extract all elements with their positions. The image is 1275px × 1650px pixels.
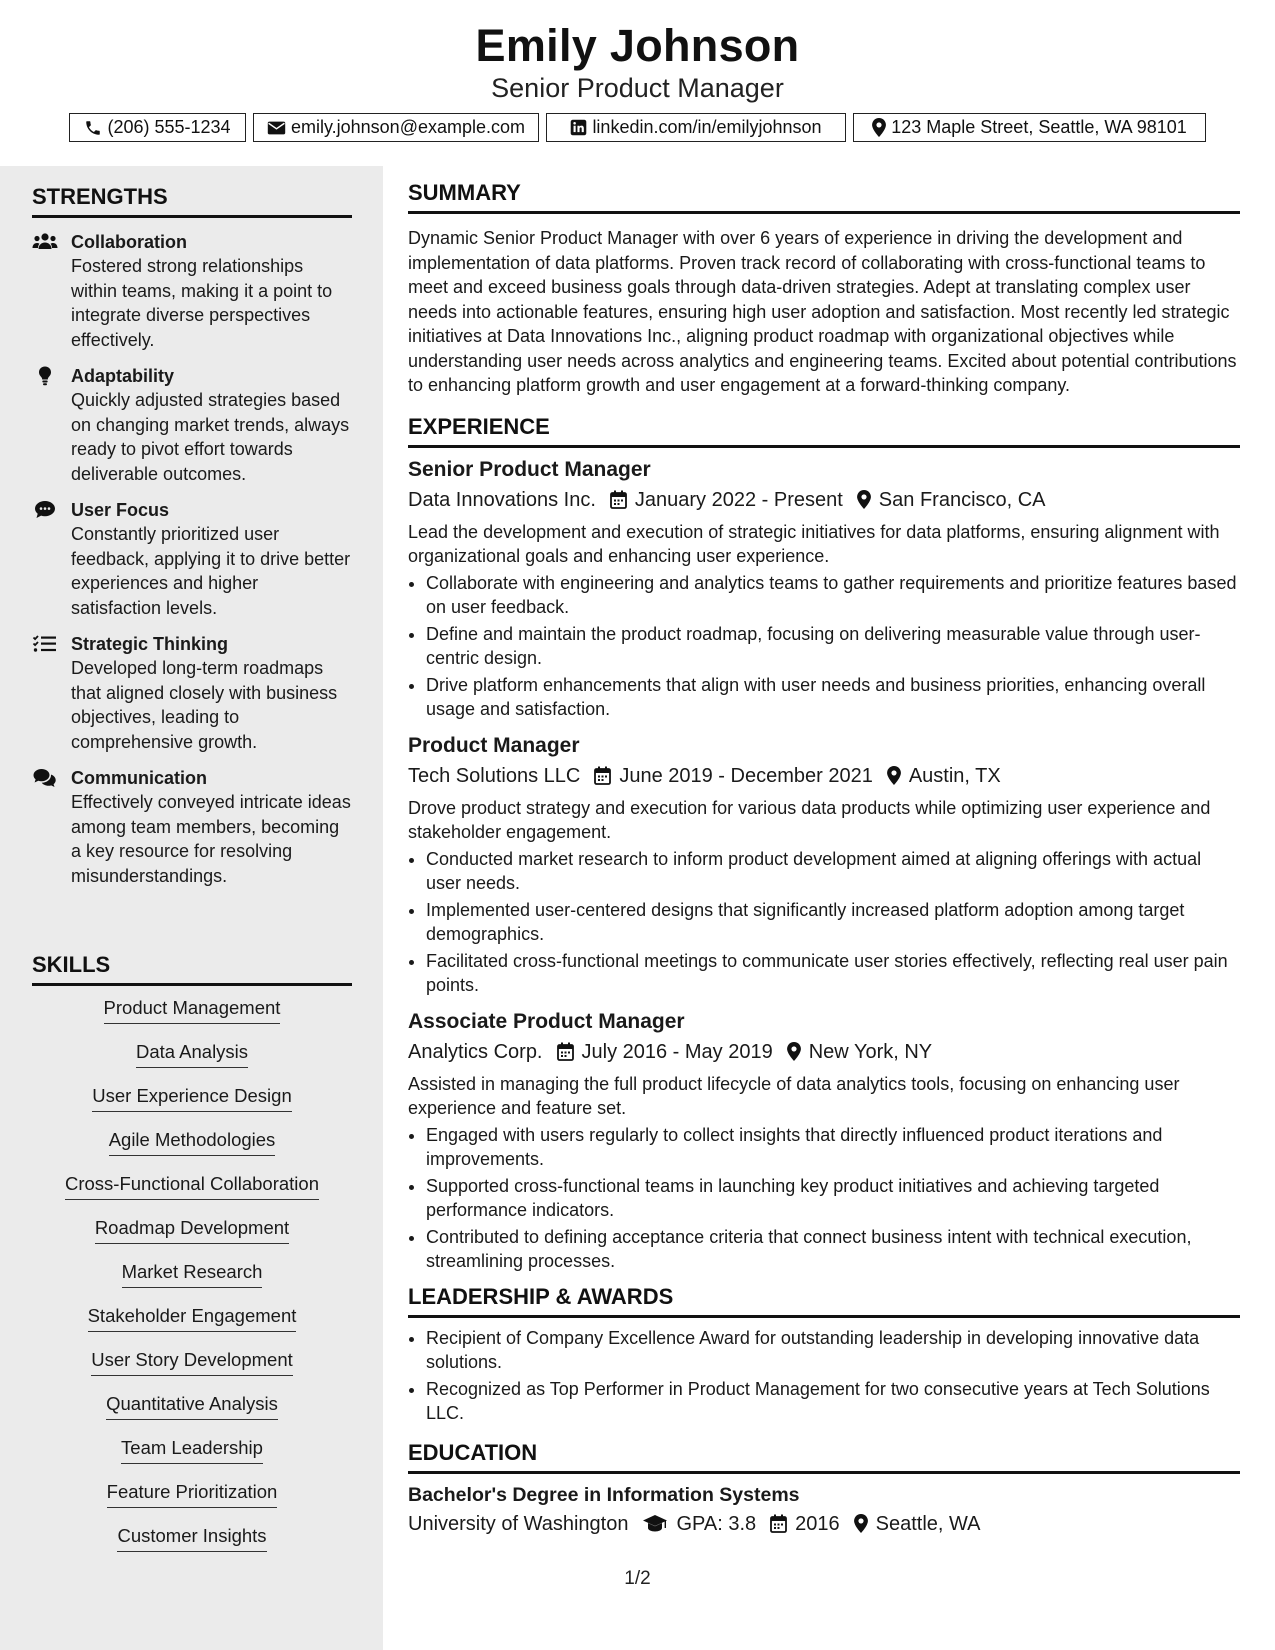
strengths-section [32,184,352,888]
map-pin-icon [854,1514,868,1533]
job-location: San Francisco, CA [878,488,1046,511]
strength-item [32,766,352,888]
job-bullets [408,847,1240,998]
strength-item [32,230,352,352]
list-item: • Recognized as Top Performer in Product Management for two consecutive years at Tech Solutions LLC. [426,1377,1240,1426]
list-item: • Implemented user-centered designs that significantly increased platform adoption among target demographics. [426,898,1240,947]
calendar-icon [557,1042,574,1061]
skill-item: Product Management [104,996,281,1024]
job-company: Tech Solutions LLC [408,764,581,787]
strength-item [32,498,352,620]
job-entry [408,732,1240,998]
strength-desc: Fostered strong relationships within teams, making it a point to integrate diverse perspectives effectively. [71,256,333,350]
contact-phone[interactable] [69,113,246,142]
strengths-heading: STRENGTHS [32,184,352,218]
strength-title: Strategic Thinking [71,634,229,654]
strength-title: Communication [71,768,208,788]
list-item: • Engaged with users regularly to collect insights that directly influenced product iterations and improvements. [426,1123,1240,1172]
job-meta [408,486,1240,514]
contact-linkedin-text: linkedin.com/in/emilyjohnson [592,117,822,137]
list-item: • Collaborate with engineering and analytics teams to gather requirements and prioritize features based on user feedback. [426,571,1240,620]
map-pin-icon [787,1042,801,1061]
list-check-icon [32,634,58,654]
strength-title: Adaptability [71,366,175,386]
job-location: Austin, TX [908,764,1001,787]
strength-desc: Effectively conveyed intricate ideas among team members, becoming a key resource for resolving misunderstandings. [71,792,351,886]
job-company: Analytics Corp. [408,1040,543,1063]
leadership-section [408,1284,1240,1426]
list-item: • Conducted market research to inform product development aimed at aligning offerings with actual user needs. [426,847,1240,896]
job-dates: January 2022 - Present [634,488,843,511]
strength-desc: Quickly adjusted strategies based on changing market trends, always ready to pivot effort towards deliverable outcomes. [71,390,350,484]
list-item: • Contributed to defining acceptance criteria that connect business intent with technical execution, streamlining processes. [426,1225,1240,1274]
linkedin-icon [570,119,587,136]
candidate-name: Emily Johnson [475,20,800,71]
strength-item [32,632,352,754]
skill-item: Cross-Functional Collaboration [65,1172,319,1200]
job-description: Drove product strategy and execution for various data products while optimizing user experience and stakeholder engagement. [408,797,1211,842]
sidebar [0,166,383,1650]
leadership-heading: LEADERSHIP & AWARDS [408,1284,1240,1318]
skills-section [32,952,352,1568]
skills-list [32,996,352,1568]
job-meta [408,1038,1240,1066]
list-item: • Supported cross-functional teams in launching key product initiatives and achieving targeted performance indicators. [426,1174,1240,1223]
skill-item: Agile Methodologies [109,1128,276,1156]
envelope-icon [267,120,286,136]
map-pin-icon [887,766,901,785]
calendar-icon [610,490,627,509]
phone-icon [84,119,102,137]
list-item: • Drive platform enhancements that align with user needs and business priorities, enhancing overall usage and satisfaction. [426,673,1240,722]
candidate-title: Senior Product Manager [491,73,784,103]
list-item: • Facilitated cross-functional meetings to communicate user stories effectively, reflecting real user pain points. [426,949,1240,998]
job-bullets [408,571,1240,722]
summary-section [408,180,1240,398]
job-description: Lead the development and execution of strategic initiatives for data platforms, ensuring alignment with organizational goals and enhancing user experience. [408,521,1220,566]
strength-title: User Focus [71,500,170,520]
job-company: Data Innovations Inc. [408,488,596,511]
summary-heading: SUMMARY [408,180,1240,214]
job-entry [408,456,1240,722]
contact-address-text: 123 Maple Street, Seattle, WA 98101 [891,117,1187,137]
education-meta [408,1510,1240,1538]
users-icon [32,232,58,252]
contact-bar [0,113,1275,142]
contact-address [853,113,1206,142]
education-gpa: GPA: 3.8 [676,1512,757,1535]
contact-email-text: emily.johnson@example.com [290,117,526,137]
list-item: • Define and maintain the product roadmap, focusing on delivering measurable value through user-centric design. [426,622,1240,671]
main-content [408,180,1240,1544]
contact-phone-text: (206) 555-1234 [107,117,231,137]
skill-item: User Experience Design [92,1084,291,1112]
job-meta [408,762,1240,790]
map-pin-icon [872,118,886,137]
strength-desc: Developed long-term roadmaps that aligned closely with business objectives, leading to comprehensive growth. [71,658,338,752]
education-school: University of Washington [408,1512,629,1535]
education-year: 2016 [795,1512,840,1535]
strength-item [32,364,352,486]
skills-heading: SKILLS [32,952,352,986]
summary-text: Dynamic Senior Product Manager with over 6 years of experience in driving the development and implementation of data platforms. Proven track record of collaborating with cross-functional teams to meet and exceed business goals through data-driven strategies. Adept at translating complex user needs into actionable features, ensuring high user adoption and satisfaction. Most recently led strategic initiatives at Data Innovations Inc., aligning product roadmap with organizational objectives while understanding user needs across analytics and engineering teams. Excited about potential contributions to enhancing platform growth and user engagement at a forward-thinking company. [408,228,1237,395]
job-location: New York, NY [808,1040,933,1063]
experience-section [408,414,1240,1274]
job-dates: July 2016 - May 2019 [581,1040,773,1063]
job-description: Assisted in managing the full product lifecycle of data analytics tools, focusing on enhancing user experience and feature set. [408,1073,1180,1118]
skill-item: Stakeholder Engagement [88,1304,297,1332]
list-item: • Recipient of Company Excellence Award for outstanding leadership in developing innovative data solutions. [426,1326,1240,1375]
job-dates: June 2019 - December 2021 [619,764,873,787]
job-entry [408,1008,1240,1274]
skill-item: Feature Prioritization [107,1480,278,1508]
skill-item: Team Leadership [121,1436,263,1464]
leadership-bullets [408,1326,1240,1426]
lightbulb-icon [32,366,58,386]
job-title: Senior Product Manager [408,457,651,481]
graduation-cap-icon [642,1514,668,1533]
skill-item: Customer Insights [117,1524,266,1552]
strength-title: Collaboration [71,232,187,252]
education-degree: Bachelor's Degree in Information Systems [408,1483,800,1506]
page-number: 1/2 [624,1568,651,1589]
education-location: Seattle, WA [875,1512,981,1535]
comments-icon [32,768,58,788]
strength-desc: Constantly prioritized user feedback, applying it to drive better experiences and higher satisfaction levels. [71,524,351,618]
experience-heading: EXPERIENCE [408,414,1240,448]
job-bullets [408,1123,1240,1274]
job-title: Associate Product Manager [408,1009,685,1033]
calendar-icon [594,766,611,785]
skill-item: Roadmap Development [95,1216,289,1244]
map-pin-icon [857,490,871,509]
skill-item: Quantitative Analysis [106,1392,278,1420]
skill-item: Market Research [122,1260,263,1288]
contact-email[interactable] [253,113,539,142]
comment-icon [32,500,58,520]
contact-linkedin[interactable] [546,113,846,142]
education-section [408,1440,1240,1538]
job-title: Product Manager [408,733,580,757]
calendar-icon [770,1514,787,1533]
education-heading: EDUCATION [408,1440,1240,1474]
skill-item: User Story Development [91,1348,293,1376]
skill-item: Data Analysis [136,1040,248,1068]
